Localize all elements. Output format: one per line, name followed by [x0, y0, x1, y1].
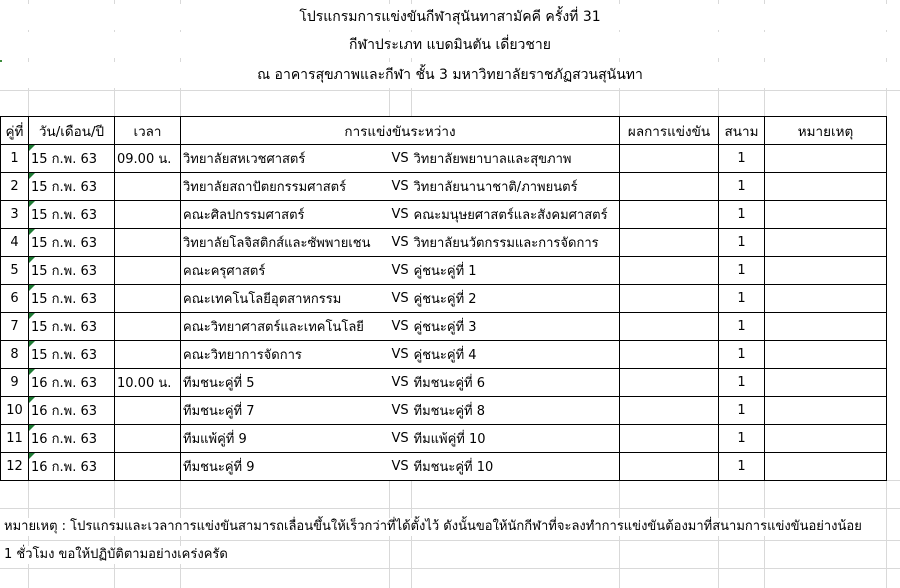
table-row	[1, 173, 887, 201]
date-cell[interactable]	[29, 285, 115, 313]
team1-cell[interactable]	[181, 173, 390, 201]
header-date[interactable]: วัน/เดือน/ปี	[29, 117, 115, 145]
header-court[interactable]: สนาม	[719, 117, 765, 145]
title-line-2: กีฬาประเภท แบดมินตัน เดี่ยวชาย	[0, 32, 900, 58]
team1-cell[interactable]	[181, 313, 390, 341]
team2-cell-text: วิทยาลัยนวัตกรรมและการจัดการ	[413, 236, 599, 251]
remark-cell[interactable]	[765, 425, 887, 453]
team2-cell-text: คู่ชนะคู่ที่ 1	[413, 264, 477, 279]
vs-cell-text: VS	[391, 347, 409, 362]
time-cell[interactable]	[115, 453, 181, 481]
date-cell[interactable]	[29, 369, 115, 397]
team1-cell-text: วิทยาลัยสหเวชศาสตร์	[183, 152, 306, 167]
vs-cell-text: VS	[391, 431, 409, 446]
team1-cell[interactable]	[181, 369, 390, 397]
team2-cell[interactable]	[412, 341, 620, 369]
error-indicator-icon	[29, 173, 35, 179]
error-indicator-icon	[29, 285, 35, 291]
date-cell[interactable]	[29, 229, 115, 257]
remark-cell[interactable]	[765, 145, 887, 173]
court-cell[interactable]	[719, 341, 765, 369]
team2-cell[interactable]	[412, 257, 620, 285]
court-cell-text: 1	[737, 263, 746, 278]
date-cell-text: 16 ก.พ. 63	[31, 460, 98, 475]
error-indicator-icon	[29, 369, 35, 375]
court-cell[interactable]	[719, 397, 765, 425]
result-cell[interactable]	[620, 425, 719, 453]
vs-cell[interactable]	[390, 341, 412, 369]
court-cell-text: 1	[737, 347, 746, 362]
table-row	[1, 229, 887, 257]
date-cell-text: 15 ก.พ. 63	[31, 292, 98, 307]
match-number-cell[interactable]	[1, 369, 29, 397]
match-number-cell[interactable]	[1, 453, 29, 481]
vs-cell[interactable]	[390, 285, 412, 313]
table-row	[1, 453, 887, 481]
court-cell[interactable]	[719, 229, 765, 257]
team2-cell-text: คู่ชนะคู่ที่ 4	[413, 348, 477, 363]
vs-cell[interactable]	[390, 257, 412, 285]
match-number-cell[interactable]	[1, 341, 29, 369]
match-number-cell-text: 11	[6, 431, 23, 446]
team1-cell-text: ทีมชนะคู่ที่ 9	[183, 460, 255, 475]
match-number-cell-text: 5	[10, 263, 19, 278]
time-cell[interactable]	[115, 397, 181, 425]
date-cell-text: 15 ก.พ. 63	[31, 348, 98, 363]
result-cell[interactable]	[620, 145, 719, 173]
match-number-cell-text: 2	[10, 179, 19, 194]
date-cell-text: 15 ก.พ. 63	[31, 320, 98, 335]
match-number-cell[interactable]	[1, 257, 29, 285]
team1-cell-text: คณะวิทยาศาสตร์และเทคโนโลยี	[183, 320, 364, 335]
result-cell[interactable]	[620, 341, 719, 369]
remark-cell[interactable]	[765, 173, 887, 201]
date-cell[interactable]	[29, 425, 115, 453]
vs-cell[interactable]	[390, 425, 412, 453]
vs-cell[interactable]	[390, 397, 412, 425]
team2-cell[interactable]	[412, 229, 620, 257]
team2-cell[interactable]	[412, 397, 620, 425]
table-row	[1, 201, 887, 229]
match-number-cell-text: 8	[10, 347, 19, 362]
match-number-cell-text: 3	[10, 207, 19, 222]
time-cell[interactable]	[115, 201, 181, 229]
error-indicator-icon	[29, 341, 35, 347]
team1-cell[interactable]	[181, 453, 390, 481]
team2-cell-text: ทีมชนะคู่ที่ 6	[413, 376, 485, 391]
table-row	[1, 341, 887, 369]
header-remark[interactable]: หมายเหตุ	[765, 117, 887, 145]
team2-cell-text: วิทยาลัยพยาบาลและสุขภาพ	[413, 152, 572, 167]
team2-cell-text: วิทยาลัยนานาชาติ/ภาพยนตร์	[413, 180, 578, 195]
vs-cell[interactable]	[390, 369, 412, 397]
team1-cell[interactable]	[181, 229, 390, 257]
header-time[interactable]: เวลา	[115, 117, 181, 145]
team2-cell-text: ทีมชนะคู่ที่ 8	[413, 404, 485, 419]
table-row	[1, 369, 887, 397]
match-number-cell[interactable]	[1, 397, 29, 425]
time-cell-text: 10.00 น.	[117, 376, 172, 391]
time-cell[interactable]	[115, 173, 181, 201]
header-match[interactable]: การแข่งขันระหว่าง	[181, 117, 620, 145]
result-cell[interactable]	[620, 369, 719, 397]
court-cell-text: 1	[737, 375, 746, 390]
court-cell[interactable]	[719, 425, 765, 453]
result-cell[interactable]	[620, 313, 719, 341]
vs-cell[interactable]	[390, 145, 412, 173]
date-cell-text: 15 ก.พ. 63	[31, 208, 98, 223]
match-number-cell[interactable]	[1, 229, 29, 257]
result-cell[interactable]	[620, 257, 719, 285]
header-row	[1, 117, 887, 145]
match-number-cell[interactable]	[1, 201, 29, 229]
error-indicator-icon	[29, 229, 35, 235]
time-cell[interactable]	[115, 313, 181, 341]
court-cell-text: 1	[737, 207, 746, 222]
remark-cell[interactable]	[765, 453, 887, 481]
team1-cell[interactable]	[181, 145, 390, 173]
table-row	[1, 313, 887, 341]
court-cell-text: 1	[737, 319, 746, 334]
date-cell-text: 16 ก.พ. 63	[31, 404, 98, 419]
team2-cell-text: คู่ชนะคู่ที่ 3	[413, 320, 477, 335]
vs-cell-text: VS	[391, 291, 409, 306]
team1-cell-text: คณะศิลปกรรมศาสตร์	[183, 208, 305, 223]
vs-cell-text: VS	[391, 207, 409, 222]
time-cell[interactable]	[115, 285, 181, 313]
match-number-cell-text: 4	[10, 235, 19, 250]
result-cell[interactable]	[620, 397, 719, 425]
team1-cell-text: ทีมชนะคู่ที่ 5	[183, 376, 255, 391]
date-cell-text: 16 ก.พ. 63	[31, 432, 98, 447]
time-cell[interactable]	[115, 425, 181, 453]
court-cell[interactable]	[719, 369, 765, 397]
court-cell-text: 1	[737, 403, 746, 418]
match-number-cell-text: 9	[10, 375, 19, 390]
vs-cell[interactable]	[390, 173, 412, 201]
vs-cell-text: VS	[391, 459, 409, 474]
date-cell[interactable]	[29, 313, 115, 341]
match-number-cell[interactable]	[1, 145, 29, 173]
team2-cell[interactable]	[412, 285, 620, 313]
date-cell-text: 15 ก.พ. 63	[31, 236, 98, 251]
team2-cell[interactable]	[412, 145, 620, 173]
date-cell[interactable]	[29, 257, 115, 285]
team1-cell[interactable]	[181, 201, 390, 229]
date-cell[interactable]	[29, 145, 115, 173]
remark-cell[interactable]	[765, 285, 887, 313]
match-number-cell[interactable]	[1, 425, 29, 453]
team1-cell[interactable]	[181, 341, 390, 369]
result-cell[interactable]	[620, 453, 719, 481]
team1-cell-text: คณะวิทยาการจัดการ	[183, 348, 302, 363]
table-row	[1, 257, 887, 285]
remark-cell[interactable]	[765, 257, 887, 285]
error-indicator-icon	[29, 257, 35, 263]
date-cell-text: 15 ก.พ. 63	[31, 152, 98, 167]
vs-cell[interactable]	[390, 201, 412, 229]
team2-cell[interactable]	[412, 369, 620, 397]
date-cell[interactable]	[29, 173, 115, 201]
remark-note-line-1: หมายเหตุ : โปรแกรมและเวลาการแข่งขันสามารถเลื่อนขึ้นให้เร็วกว่าที่ได้ตั้งไว้ ดังนั้นขอให้นักกีฬาที่จะลงทำการแข่งขันต้องมาที่สนามการแข่งขันอย่างน้อย	[4, 519, 862, 534]
time-cell[interactable]	[115, 369, 181, 397]
court-cell[interactable]	[719, 257, 765, 285]
team2-cell-text: ทีมแพ้คู่ที่ 10	[413, 432, 486, 447]
error-indicator-icon	[29, 425, 35, 431]
vs-cell[interactable]	[390, 453, 412, 481]
court-cell[interactable]	[719, 453, 765, 481]
result-cell[interactable]	[620, 285, 719, 313]
team2-cell[interactable]	[412, 425, 620, 453]
result-cell[interactable]	[620, 201, 719, 229]
date-cell-text: 16 ก.พ. 63	[31, 376, 98, 391]
court-cell-text: 1	[737, 235, 746, 250]
vs-cell-text: VS	[391, 235, 409, 250]
header-num[interactable]: คู่ที่	[1, 117, 29, 145]
vs-cell-text: VS	[391, 375, 409, 390]
error-indicator-icon	[29, 397, 35, 403]
remark-cell[interactable]	[765, 369, 887, 397]
match-number-cell-text: 6	[10, 291, 19, 306]
court-cell-text: 1	[737, 291, 746, 306]
title-line-1: โปรแกรมการแข่งขันกีฬาสุนันทาสามัคคี ครั้งที่ 31	[0, 4, 900, 30]
vs-cell-text: VS	[391, 319, 409, 334]
date-cell[interactable]	[29, 341, 115, 369]
date-cell-text: 15 ก.พ. 63	[31, 180, 98, 195]
date-cell[interactable]	[29, 397, 115, 425]
team1-cell[interactable]	[181, 397, 390, 425]
court-cell-text: 1	[737, 151, 746, 166]
match-number-cell[interactable]	[1, 173, 29, 201]
team1-cell-text: ทีมชนะคู่ที่ 7	[183, 404, 255, 419]
time-cell[interactable]	[115, 229, 181, 257]
court-cell-text: 1	[737, 459, 746, 474]
team2-cell-text: ทีมชนะคู่ที่ 10	[413, 460, 494, 475]
error-indicator-icon	[29, 453, 35, 459]
team1-cell[interactable]	[181, 257, 390, 285]
court-cell[interactable]	[719, 201, 765, 229]
table-row	[1, 145, 887, 173]
time-cell[interactable]	[115, 257, 181, 285]
team1-cell[interactable]	[181, 425, 390, 453]
vs-cell-text: VS	[391, 179, 409, 194]
team2-cell[interactable]	[412, 173, 620, 201]
team2-cell[interactable]	[412, 453, 620, 481]
vs-cell-text: VS	[391, 403, 409, 418]
schedule-table	[0, 116, 887, 481]
team2-cell[interactable]	[412, 313, 620, 341]
error-indicator-icon	[29, 145, 35, 151]
match-number-cell-text: 1	[10, 151, 19, 166]
error-indicator-icon	[29, 313, 35, 319]
table-row	[1, 285, 887, 313]
match-number-cell[interactable]	[1, 285, 29, 313]
date-cell[interactable]	[29, 201, 115, 229]
date-cell-text: 15 ก.พ. 63	[31, 264, 98, 279]
team1-cell-text: วิทยาลัยโลจิสติกส์และซัพพายเชน	[183, 236, 371, 251]
header-result[interactable]: ผลการแข่งขัน	[620, 117, 719, 145]
court-cell-text: 1	[737, 431, 746, 446]
vs-cell[interactable]	[390, 313, 412, 341]
time-cell[interactable]	[115, 145, 181, 173]
remark-note-line-2: 1 ชั่วโมง ขอให้ปฏิบัติตามอย่างเคร่งครัด	[4, 547, 228, 562]
remark-cell[interactable]	[765, 313, 887, 341]
court-cell-text: 1	[737, 179, 746, 194]
team1-cell-text: คณะครุศาสตร์	[183, 264, 266, 279]
title-line-3: ณ อาคารสุขภาพและกีฬา ชั้น 3 มหาวิทยาลัยราชภัฏสวนสุนันทา	[0, 62, 900, 88]
match-number-cell-text: 7	[10, 319, 19, 334]
court-cell[interactable]	[719, 313, 765, 341]
court-cell[interactable]	[719, 173, 765, 201]
match-number-cell-text: 12	[6, 459, 23, 474]
match-number-cell-text: 10	[6, 403, 23, 418]
time-cell[interactable]	[115, 341, 181, 369]
vs-cell-text: VS	[391, 151, 409, 166]
remark-cell[interactable]	[765, 201, 887, 229]
team2-cell-text: คู่ชนะคู่ที่ 2	[413, 292, 477, 307]
table-row	[1, 425, 887, 453]
table-row	[1, 397, 887, 425]
time-cell-text: 09.00 น.	[117, 152, 172, 167]
team2-cell-text: คณะมนุษยศาสตร์และสังคมศาสตร์	[413, 208, 608, 223]
vs-cell-text: VS	[391, 263, 409, 278]
court-cell[interactable]	[719, 145, 765, 173]
match-number-cell[interactable]	[1, 313, 29, 341]
team1-cell[interactable]	[181, 285, 390, 313]
date-cell[interactable]	[29, 453, 115, 481]
team1-cell-text: คณะเทคโนโลยีอุตสาหกรรม	[183, 292, 342, 307]
team1-cell-text: ทีมแพ้คู่ที่ 9	[183, 432, 247, 447]
court-cell[interactable]	[719, 285, 765, 313]
error-indicator-icon	[29, 201, 35, 207]
remark-cell[interactable]	[765, 397, 887, 425]
team1-cell-text: วิทยาลัยสถาปัตยกรรมศาสตร์	[183, 180, 347, 195]
remark-cell[interactable]	[765, 341, 887, 369]
remark-cell[interactable]	[765, 229, 887, 257]
team2-cell[interactable]	[412, 201, 620, 229]
vs-cell[interactable]	[390, 229, 412, 257]
result-cell[interactable]	[620, 229, 719, 257]
result-cell[interactable]	[620, 173, 719, 201]
